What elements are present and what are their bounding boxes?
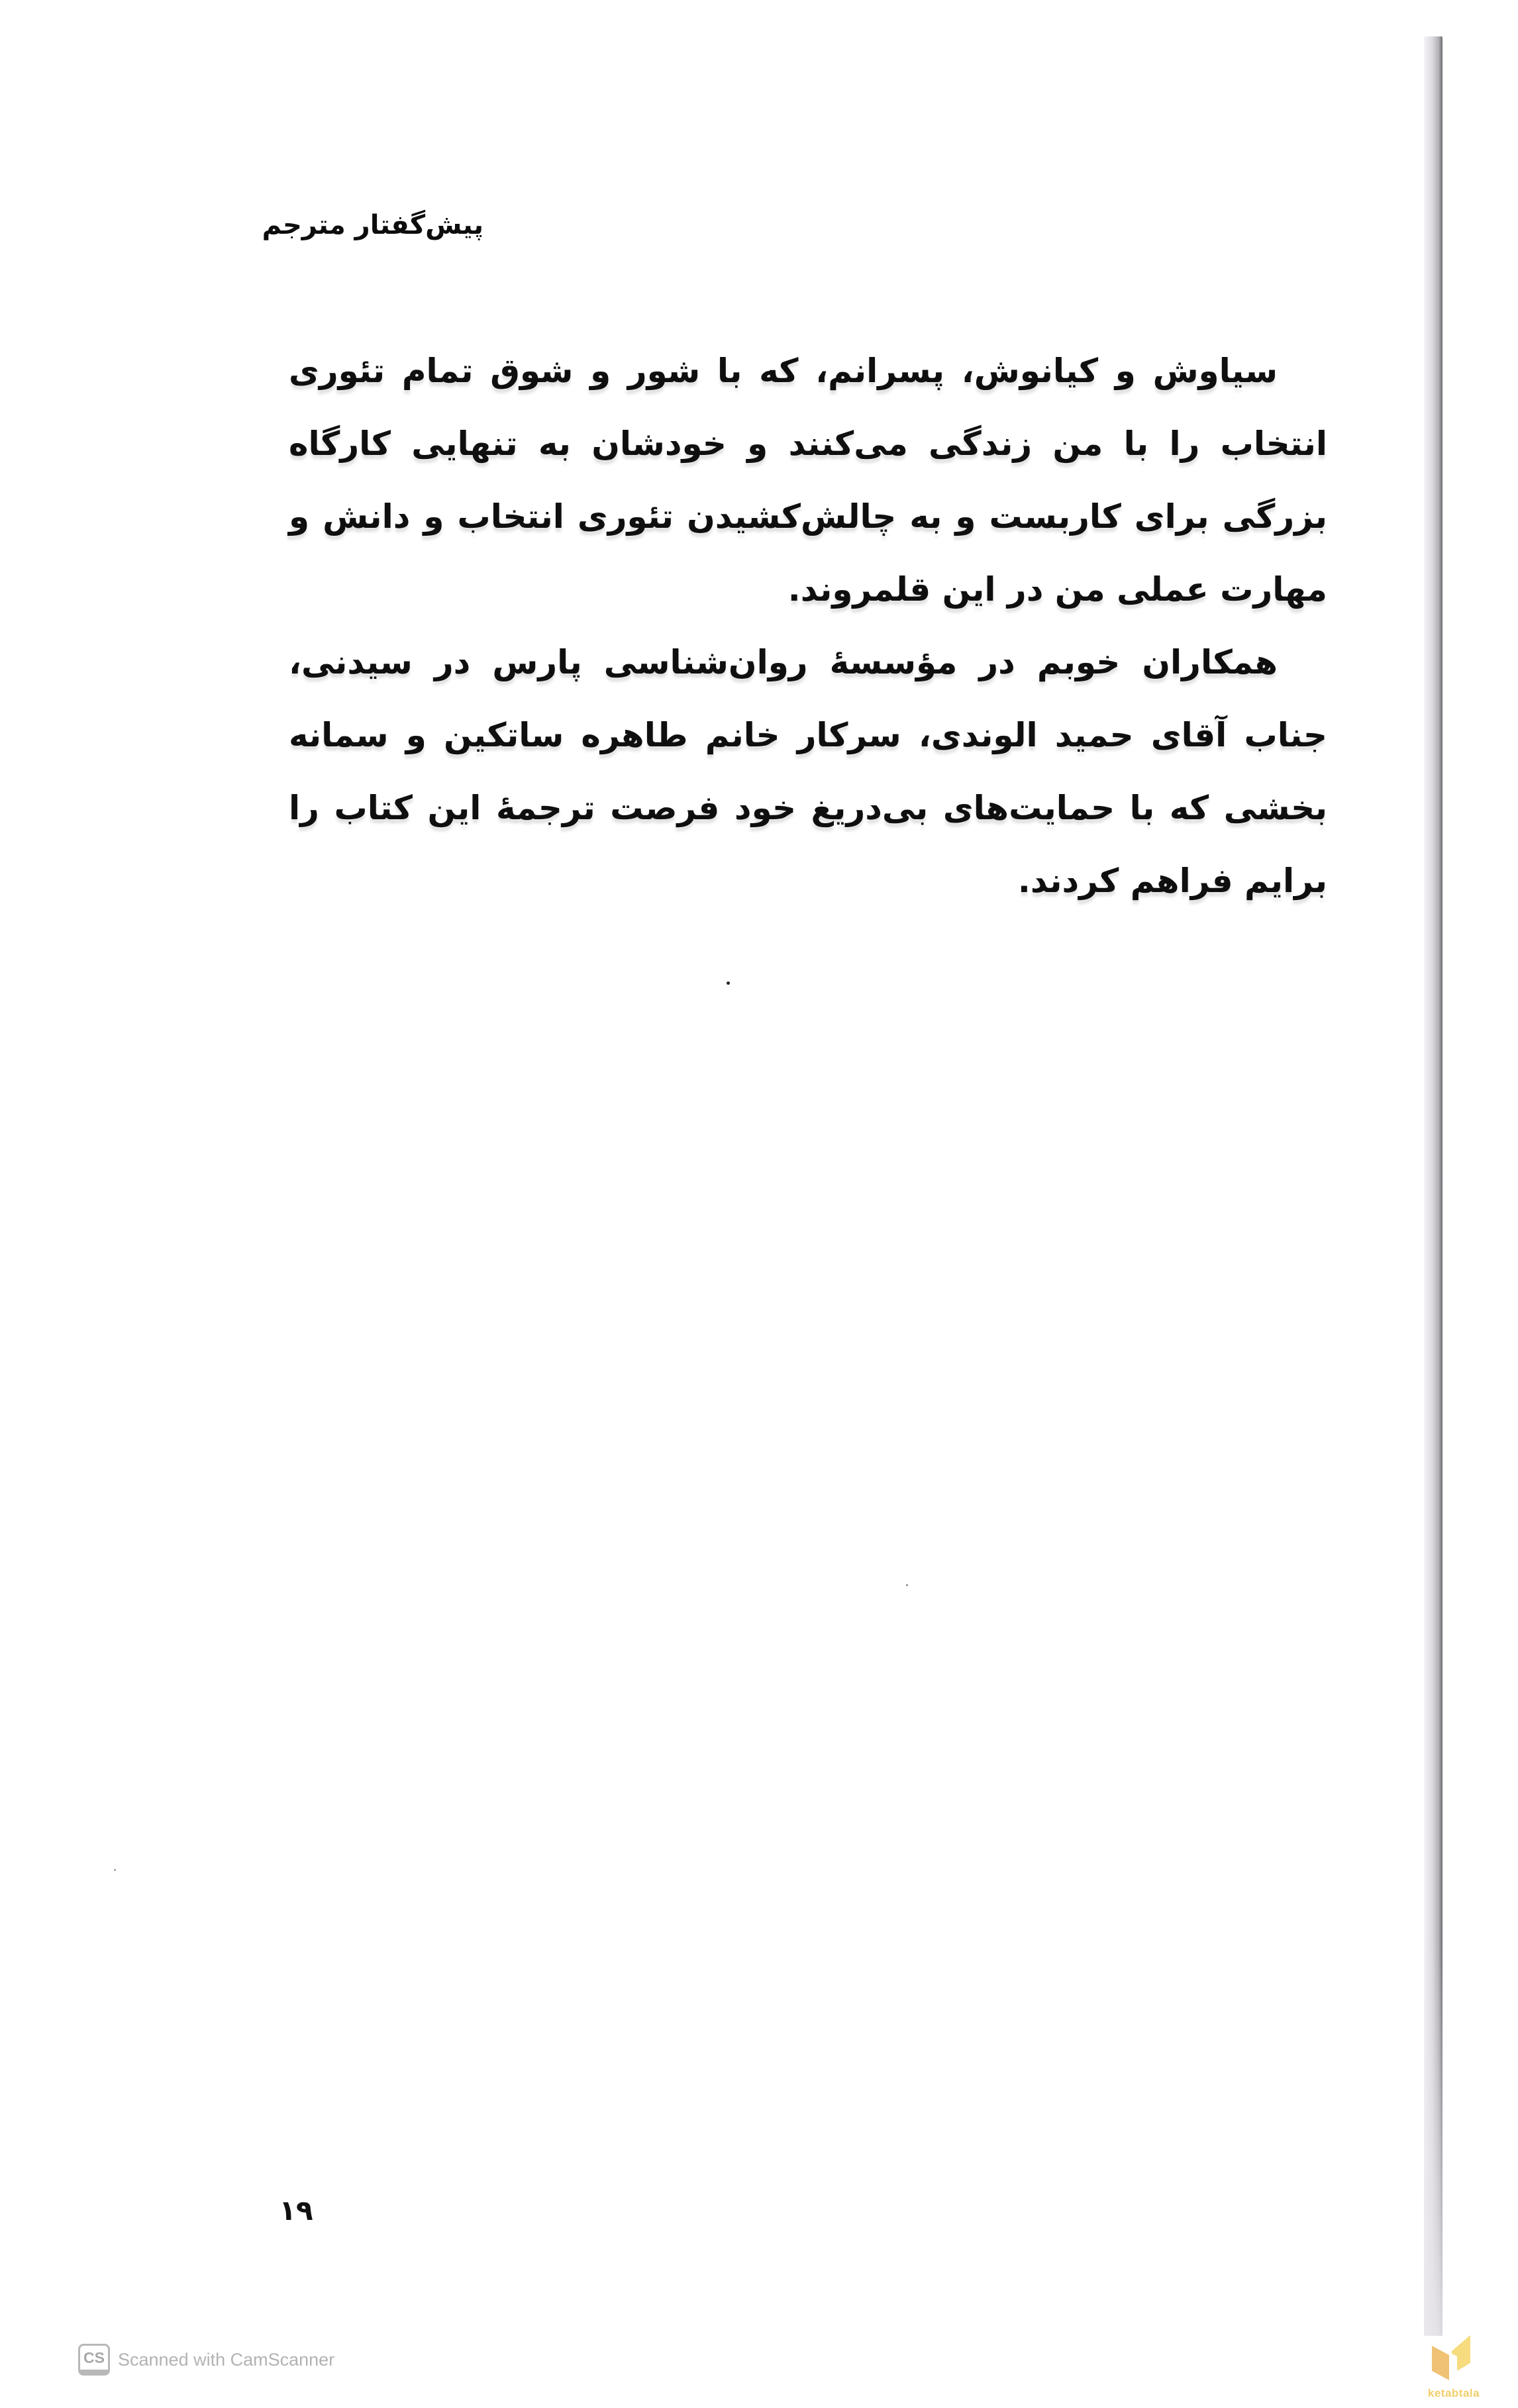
page-binding-shadow	[1424, 36, 1442, 2336]
page-number: ۱۹	[279, 2194, 313, 2227]
running-header: پیش‌گفتار مترجم	[262, 210, 483, 240]
camscanner-text: Scanned with CamScanner	[118, 2349, 335, 2370]
ketabtala-text: ketabtala	[1427, 2387, 1480, 2399]
body-text	[289, 334, 1327, 917]
camscanner-watermark	[78, 2343, 334, 2376]
ketabtala-watermark	[1427, 2331, 1480, 2404]
scan-speck	[906, 1584, 908, 1586]
paragraph-colleagues: همکاران خوبم در مؤسسهٔ روان‌شناسی پارس در سیدنی، جناب آقای حمید الوندی، سرکار خانم طاهره ساتکین و سمانه بخشی که با حمایت‌های بی‌دریغ خود فرصت ترجمهٔ این کتاب را برایم فراهم کردند.	[289, 643, 1327, 900]
paragraph-sons: سیاوش و کیانوش، پسرانم، که با شور و شوق تمام تئوری انتخاب را با من زندگی می‌کنند و خودشان به تنهایی کارگاه بزرگی برای کاربست و به چالش‌کشیدن تئوری انتخاب و دانش و مهارت عملی من در این قلمروند.	[289, 352, 1327, 609]
camscanner-logo-icon: CS	[78, 2344, 110, 2376]
scan-speck	[114, 1869, 116, 1871]
scan-speck	[727, 981, 730, 985]
ketabtala-book-logo-icon	[1429, 2331, 1476, 2384]
